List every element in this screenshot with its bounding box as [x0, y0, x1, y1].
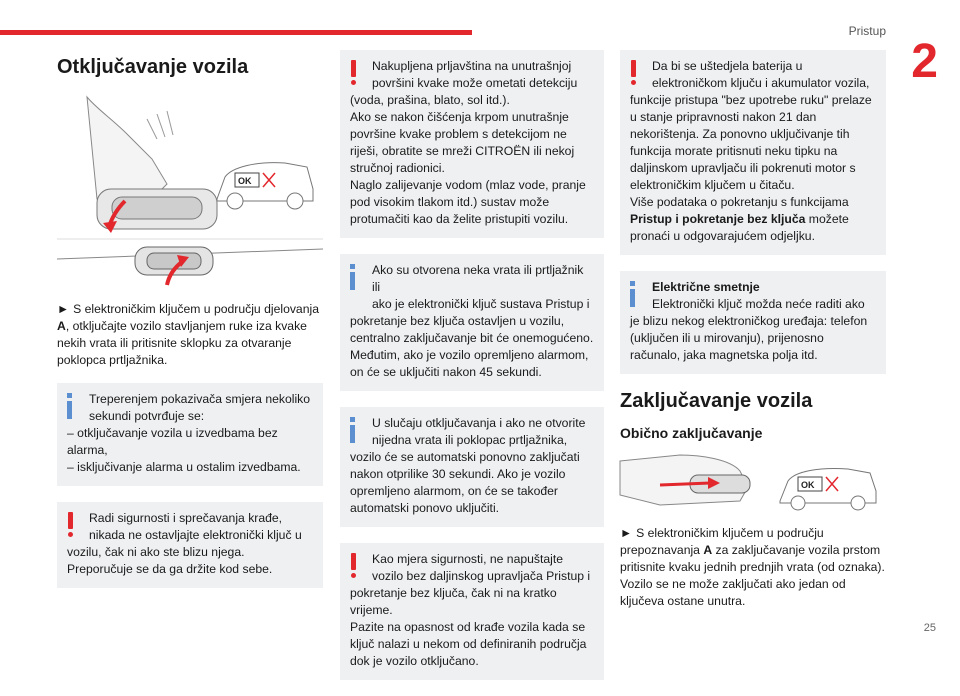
info-box-auto-relock: U slučaju otključavanja i ako ne otvorite nijedna vrata ili poklopac prtljažnika, vozilo će se automatski ponovno zaključati nakon otprilike 30 sekundi. Ako je vozilo opremljeno alarmom, on će se također automatski ponovo uključiti. — [340, 407, 604, 527]
warning-icon — [65, 512, 75, 538]
more-info-line: Više podataka o pokretanju s funkcijama Pristup i pokretanje bez ključa možete pronaći u odgovarajućem odjeljku. — [630, 195, 849, 243]
column-2 — [340, 50, 604, 696]
section-title-locking: Zaključavanje vozila — [620, 390, 813, 412]
lock-illustration — [620, 451, 886, 511]
warning-icon — [348, 60, 358, 86]
info-box-open-door: Ako su otvorena neka vrata ili prtljažnik ili ako je elektronički ključ sustava Pristup i pokretanje bez ključa ostavljen u vozilu, centralno zaključavanje bit će onemogućeno. Međutim, ako je vozilo opremljeno alarmom, on će se uključiti nakon 45 sekundi. — [340, 254, 604, 391]
warning-box-dirt: Nakupljena prljavština na unutrašnjoj površini kvake može ometati detekciju (voda, prašina, blato, sol itd.). Ako se nakon čišćenja krpom unutrašnje površine kvake problem s detekcijom ne riješi, obratite se mreži CITROËN ili nekoj stručnoj radionici. Naglo zalijevanje vodom (mlaz vode, pranje pod visokim tlakom itd.) sustav može protumačiti kao da želite pristupiti vozilu. — [340, 50, 604, 238]
section-title-unlocking: Otključavanje vozila — [57, 56, 249, 78]
unlock-instruction: ► S elektroničkim ključem u području djelovanja A, otključajte vozilo stavljanjem ruke iza kvake nekih vrata ili pritisnite sklopku za otvaranje poklopca prtljažnika. — [57, 302, 319, 367]
ok-badge: OK — [238, 176, 252, 186]
warning-box-key-inside: Radi sigurnosti i sprečavanja krađe, nikada ne ostavljajte elektronički ključ u vozilu, čak ni ako ste blizu njega. Preporučuje se da ga držite kod sebe. — [57, 502, 323, 588]
header-rule — [0, 30, 472, 35]
info-icon — [348, 264, 358, 290]
info-icon — [348, 417, 358, 443]
door-handle-drawing — [57, 89, 323, 289]
step-arrow-icon: ► — [57, 302, 70, 316]
subsection-title-normal-locking: Obično zaključavanje — [620, 425, 763, 441]
lock-handle-drawing — [620, 451, 886, 511]
interference-heading: Električne smetnje — [652, 280, 760, 294]
lock-note: Vozilo se ne može zaključati ako jedan od ključeva ostane unutra. — [620, 577, 846, 608]
lock-instruction: ► S elektroničkim ključem u području prepoznavanja A za zaključavanje vozila prstom pritisnite kvaku jednih prednjih vrata (od oznaka). — [620, 526, 885, 574]
column-3 — [620, 50, 886, 610]
step-arrow-icon: ► — [620, 526, 633, 540]
info-icon — [628, 281, 638, 307]
column-1 — [57, 50, 323, 604]
unlock-illustration — [57, 89, 323, 289]
running-header: Pristup — [848, 24, 886, 38]
warning-box-security: Kao mjera sigurnosti, ne napuštajte vozilo bez daljinskog upravljača Pristup i pokretanje bez ključa, čak ni na kratko vrijeme. Pazite na opasnost od krađe vozila kada se ključ nalazi u nekom od definiranih područja dok je vozilo otključano. — [340, 543, 604, 680]
warning-box-battery: Da bi se uštedjela baterija u elektroničkom ključu i akumulator vozila, funkcije pristupa "bez upotrebe ruku" prelaze u stanje pripravnosti nakon 21 dan nekorištenja. Za ponovno uključivanje tih funkcija morate pritisnuti neku tipku na daljinskom upravljaču ili pokrenuti motor s elektroničkim ključem u čitaču. Više podataka o pokretanju s funkcijama Pristup i pokretanje bez ključa možete pronaći u odgovarajućem odjeljku. — [620, 50, 886, 255]
warning-icon — [348, 553, 358, 579]
chapter-number: 2 — [911, 35, 938, 88]
info-box-indicators: Treperenjem pokazivača smjera nekoliko sekundi potvrđuje se: – otključavanje vozila u izvedbama bez alarma, – isključivanje alarma u ostalim izvedbama. — [57, 383, 323, 486]
page-number: 25 — [923, 622, 936, 634]
info-box-interference: Električne smetnje Elektronički ključ možda neće raditi ako je blizu nekog elektroničkog uređaja: telefon (uključen ili u mirovanju), prijenosno računalo, jaka magnetska polja itd. — [620, 271, 886, 374]
ok-badge: OK — [801, 480, 815, 490]
warning-icon — [628, 60, 638, 86]
info-icon — [65, 393, 75, 419]
